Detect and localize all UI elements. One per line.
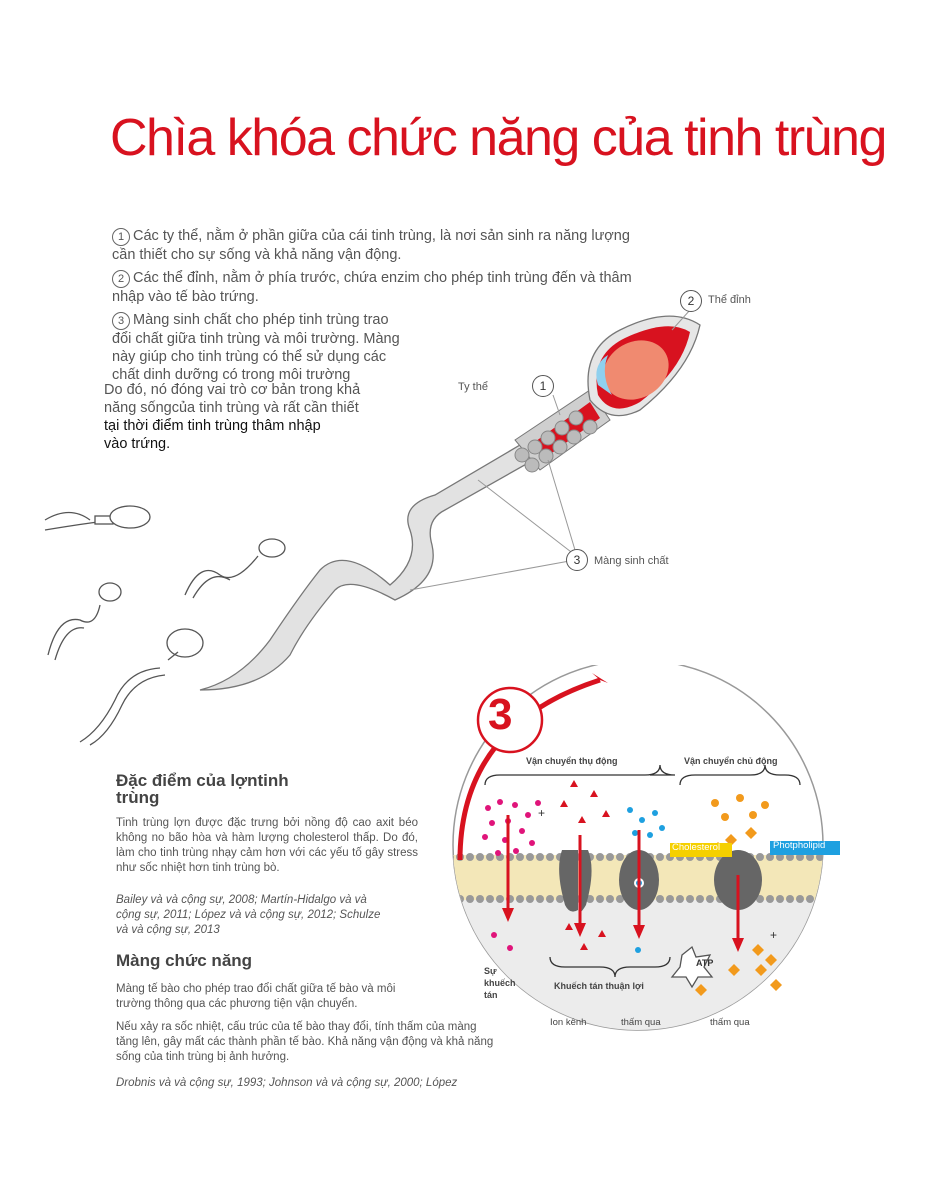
point-3-line-5: năng sốngcủa tinh trùng và rất cần thiết bbox=[104, 400, 359, 416]
small-sperm-2 bbox=[185, 539, 285, 598]
active-transport-label: Vận chuyển chủ động bbox=[684, 756, 778, 766]
number-3-badge: 3 bbox=[112, 312, 130, 330]
acrosome-badge: 2 bbox=[680, 290, 702, 312]
ion-channel-label: Ion kênh bbox=[550, 1017, 587, 1028]
simple-diffusion-label: Sự khuếch tán bbox=[484, 966, 516, 1000]
phospholipid-label: Photpholipid bbox=[773, 840, 826, 851]
section2-paragraph-2: Nếu xảy ra sốc nhiệt, cấu trúc của tế bào thay đổi, tính thấm của màng tăng lên, gây mất các thành phần tế bào. Khả năng vận động và khả năng sống của tinh trùng bị ảnh hưởng. bbox=[116, 1021, 494, 1063]
point-2-text: Các thể đỉnh, nằm ở phía trước, chứa enzim cho phép tinh trùng đến và thâm nhập vào tế bào trứng. bbox=[112, 270, 632, 305]
plus-sign-1: + bbox=[538, 806, 546, 820]
section1-references: Bailey và và cộng sự, 2008; Martín-Hidalgo và và cộng sự, 2011; López và và cộng sự, 2012; Schulze và và cộng sự, 2013 bbox=[116, 894, 381, 936]
passive-transport-label: Vận chuyển thụ động bbox=[526, 756, 618, 766]
plus-sign-2: + bbox=[770, 928, 778, 942]
page-title: Chìa khóa chức năng của tinh trùng bbox=[110, 109, 886, 167]
point-3-line-6: tại thời điểm tinh trùng thâm nhập bbox=[104, 418, 321, 434]
membrane-badge: 3 bbox=[566, 549, 588, 571]
mitochondria-badge: 1 bbox=[532, 375, 554, 397]
sperm-head bbox=[588, 316, 700, 416]
small-sperm-3 bbox=[48, 583, 121, 660]
section2-references: Drobnis và và cộng sự, 1993; Johnson và và cộng sự, 2000; López bbox=[116, 1077, 458, 1089]
number-2-badge: 2 bbox=[112, 270, 130, 288]
section2-paragraph-1: Màng tế bào cho phép trao đổi chất giữa tế bào và môi trường thông qua các phương tiện vận chuyển. bbox=[116, 983, 396, 1010]
membrane-label: Màng sinh chất bbox=[594, 555, 669, 567]
permease-label-1: thấm qua bbox=[621, 1017, 661, 1028]
cholesterol-label: Cholesterol bbox=[672, 842, 721, 853]
point-3-line-4: Do đó, nó đóng vai trò cơ bản trong khả bbox=[104, 382, 361, 398]
atp-label: ATP bbox=[696, 958, 714, 968]
section1-body: Tinh trùng lợn được đặc trưng bởi nồng độ cao axit béo không no bão hòa và hàm lượng cholesterol thấp. Do đó, làm cho tinh trùng nhạy cảm hơn với các yếu tố gây stress như sốc nhiệt hơn tinh trùng bò. bbox=[116, 817, 418, 874]
acrosome-label: Thể đỉnh bbox=[708, 294, 751, 306]
mitochondria-label: Ty thể bbox=[458, 381, 488, 393]
facilitated-diffusion-label: Khuếch tán thuận lợi bbox=[554, 981, 644, 991]
small-sperm-4 bbox=[80, 629, 203, 745]
small-sperm-1 bbox=[45, 506, 150, 530]
point-1-text: Các ty thể, nằm ở phần giữa của cái tinh trùng, là nơi sản sinh ra năng lượng cần thiết cho sự sống và khả năng vận động. bbox=[112, 228, 630, 263]
point-3-line-7: vào trứng. bbox=[104, 436, 171, 452]
point-3-line-0: Màng sinh chất cho phép tinh trùng trao bbox=[133, 312, 389, 328]
point-3-line-3: chất dinh dưỡng có trong môi trường bbox=[112, 367, 351, 383]
membrane-transport-diagram bbox=[420, 665, 840, 1065]
section-heading-characteristics: Đặc điểm của lợntinh trùng bbox=[116, 771, 289, 807]
section-heading-membrane: Màng chức năng bbox=[116, 951, 253, 970]
point-3-line-1: đổi chất giữa tinh trùng và môi trường. Màng bbox=[112, 331, 400, 347]
point-3-line-2: này giúp cho tinh trùng có thể sử dụng các bbox=[112, 349, 387, 365]
permease-label-2: thấm qua bbox=[710, 1017, 750, 1028]
large-number-3: 3 bbox=[488, 690, 513, 739]
number-1-badge: 1 bbox=[112, 228, 130, 246]
